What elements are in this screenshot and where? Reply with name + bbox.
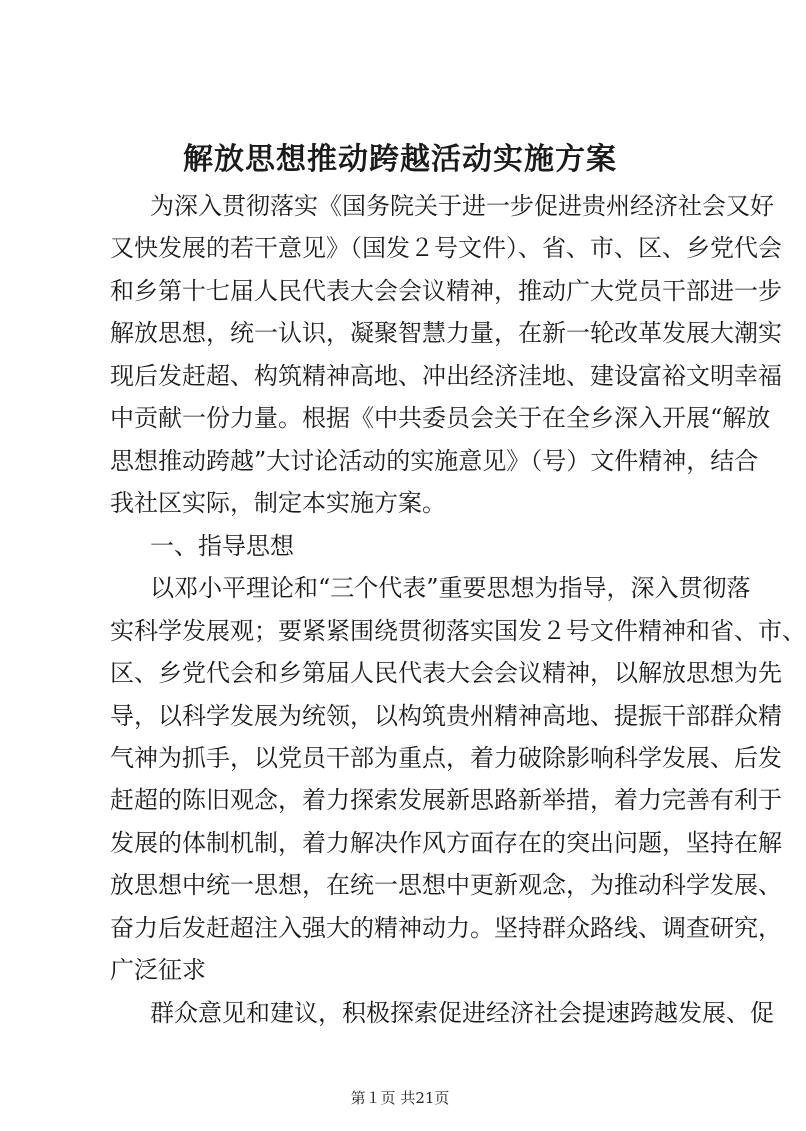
paragraph-line: 群众意见和建议，积极探索促进经济社会提速跨越发展、促: [150, 999, 774, 1027]
paragraph-line: 放思想中统一思想，在统一思想中更新观念，为推动科学发展、: [110, 871, 782, 899]
paragraph-line: 导，以科学发展为统领，以构筑贵州精神高地、提振干部群众精: [110, 702, 782, 730]
paragraph-line: 以邓小平理论和“三个代表”重要思想为指导，深入贯彻落: [150, 574, 751, 602]
paragraph-line: 奋力后发赶超注入强大的精神动力。坚持群众路线、调查研究，: [110, 914, 782, 942]
page-number-footer: 第１页 共21页: [350, 1089, 450, 1107]
paragraph-line: 气神为抓手，以党员干部为重点，着力破除影响科学发展、后发: [110, 744, 782, 772]
paragraph-line: 现后发赶超、构筑精神高地、冲出经济洼地、建设富裕文明幸福: [110, 362, 782, 390]
paragraph-line: 区、乡党代会和乡第届人民代表大会会议精神，以解放思想为先: [110, 659, 782, 687]
paragraph-line: 和乡第十七届人民代表大会会议精神，推动广大党员干部进一步: [110, 277, 782, 305]
document-title: 解放思想推动跨越活动实施方案: [183, 142, 617, 177]
paragraph-line: 又快发展的若干意见》（国发２号文件）、省、市、区、乡党代会: [110, 234, 782, 262]
paragraph-line: 赶超的陈旧观念，着力探索发展新思路新举措，着力完善有利于: [110, 786, 782, 814]
paragraph-line: 思想推动跨越”大讨论活动的实施意见》（号）文件精神，结合: [110, 447, 759, 475]
paragraph-line: 我社区实际，制定本实施方案。: [110, 489, 446, 517]
section-heading: 一、指导思想: [150, 532, 294, 560]
paragraph-line: 发展的体制机制，着力解决作风方面存在的突出问题，坚持在解: [110, 829, 782, 857]
paragraph-line: 解放思想，统一认识，凝聚智慧力量，在新一轮改革发展大潮实: [110, 319, 782, 347]
paragraph-line: 实科学发展观；要紧紧围绕贯彻落实国发２号文件精神和省、市、: [110, 617, 806, 645]
paragraph-line: 广泛征求: [110, 956, 206, 984]
paragraph-line: 中贡献一份力量。根据《中共委员会关于在全乡深入开展“解放: [110, 404, 771, 432]
paragraph-line: 为深入贯彻落实《国务院关于进一步促进贵州经济社会又好: [150, 192, 774, 220]
